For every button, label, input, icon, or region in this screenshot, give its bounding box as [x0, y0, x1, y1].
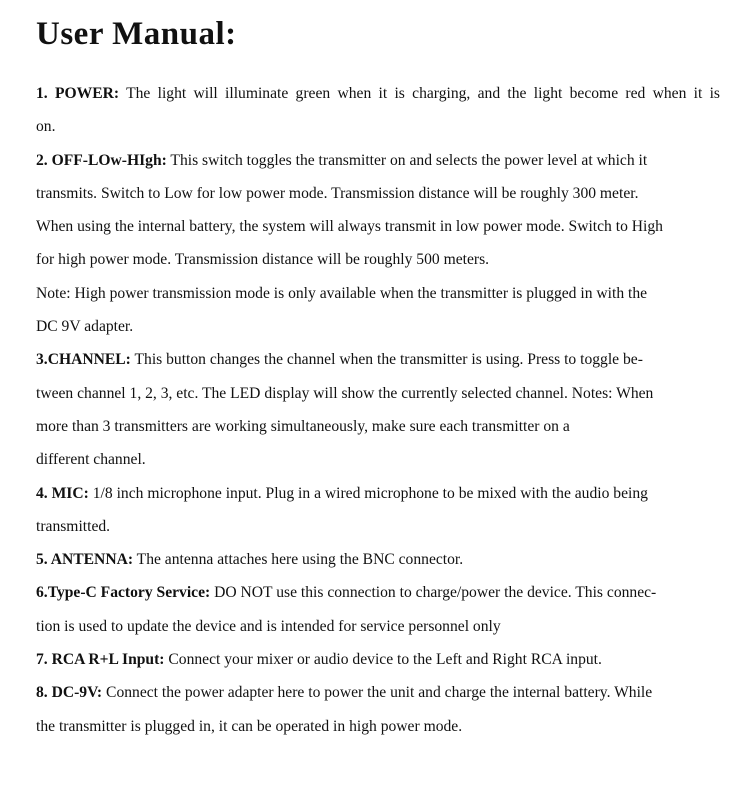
- manual-item-channel: [36, 343, 720, 476]
- item-text: This switch toggles the transmitter on and selects the power level at which it: [166, 151, 648, 169]
- item-line: [36, 576, 720, 609]
- manual-item-mic: [36, 477, 720, 544]
- note-line: Note: High power transmission mode is only available when the transmitter is plugged in with the: [36, 284, 648, 302]
- item-line: tween channel 1, 2, 3, etc. The LED display will show the currently selected channel. Notes: When: [36, 384, 654, 402]
- item-text: DO NOT use this connection to charge/power the device. This connec-: [210, 584, 657, 602]
- item-label: 8. DC-9V:: [36, 684, 103, 702]
- item-line: more than 3 transmitters are working simultaneously, make sure each transmitter on a: [36, 417, 570, 435]
- item-line: on.: [36, 118, 56, 136]
- item-line: [36, 77, 720, 110]
- item-line: [36, 543, 720, 576]
- manual-item-power: [36, 77, 720, 144]
- item-text: Connect the power adapter here to power the unit and charge the internal battery. While: [102, 684, 653, 702]
- item-label: 3.CHANNEL:: [36, 351, 131, 369]
- item-line: [36, 477, 720, 510]
- item-text: Connect your mixer or audio device to the Left and Right RCA input.: [164, 651, 602, 669]
- item-line: When using the internal battery, the system will always transmit in low power mode. Switch to High: [36, 218, 663, 236]
- item-text: This button changes the channel when the transmitter is using. Press to toggle be-: [130, 351, 643, 369]
- manual-item-off-low-high: [36, 144, 720, 344]
- item-line: transmitted.: [36, 517, 111, 535]
- item-label: 5. ANTENNA:: [36, 551, 134, 569]
- manual-item-type-c: [36, 576, 720, 643]
- item-line: [36, 676, 720, 709]
- item-line: [36, 343, 720, 376]
- item-text: The light will illuminate green when it is charging, and the light become red when it is: [119, 85, 720, 102]
- item-line: for high power mode. Transmission distance will be roughly 500 meters.: [36, 251, 490, 269]
- item-label: 2. OFF-LOw-HIgh:: [36, 151, 167, 169]
- item-line: transmits. Switch to Low for low power mode. Transmission distance will be roughly 300 meter.: [36, 184, 639, 202]
- item-label: 7. RCA R+L Input:: [36, 651, 165, 669]
- item-line: [36, 144, 720, 177]
- item-line: [36, 643, 720, 676]
- item-text: 1/8 inch microphone input. Plug in a wired microphone to be mixed with the audio being: [88, 484, 648, 502]
- item-label: 1. POWER:: [36, 85, 120, 102]
- page-title: User Manual:: [36, 16, 237, 52]
- manual-item-antenna: [36, 543, 720, 576]
- item-label: 6.Type-C Factory Service:: [36, 584, 211, 602]
- item-label: 4. MIC:: [36, 484, 89, 502]
- manual-content: [36, 77, 720, 743]
- item-line: different channel.: [36, 451, 146, 469]
- note-line: DC 9V adapter.: [36, 318, 134, 336]
- manual-item-dc-9v: [36, 676, 720, 743]
- item-text: The antenna attaches here using the BNC connector.: [133, 551, 464, 569]
- manual-item-rca-input: [36, 643, 720, 676]
- item-line: tion is used to update the device and is intended for service personnel only: [36, 617, 501, 635]
- item-line: the transmitter is plugged in, it can be operated in high power mode.: [36, 717, 463, 735]
